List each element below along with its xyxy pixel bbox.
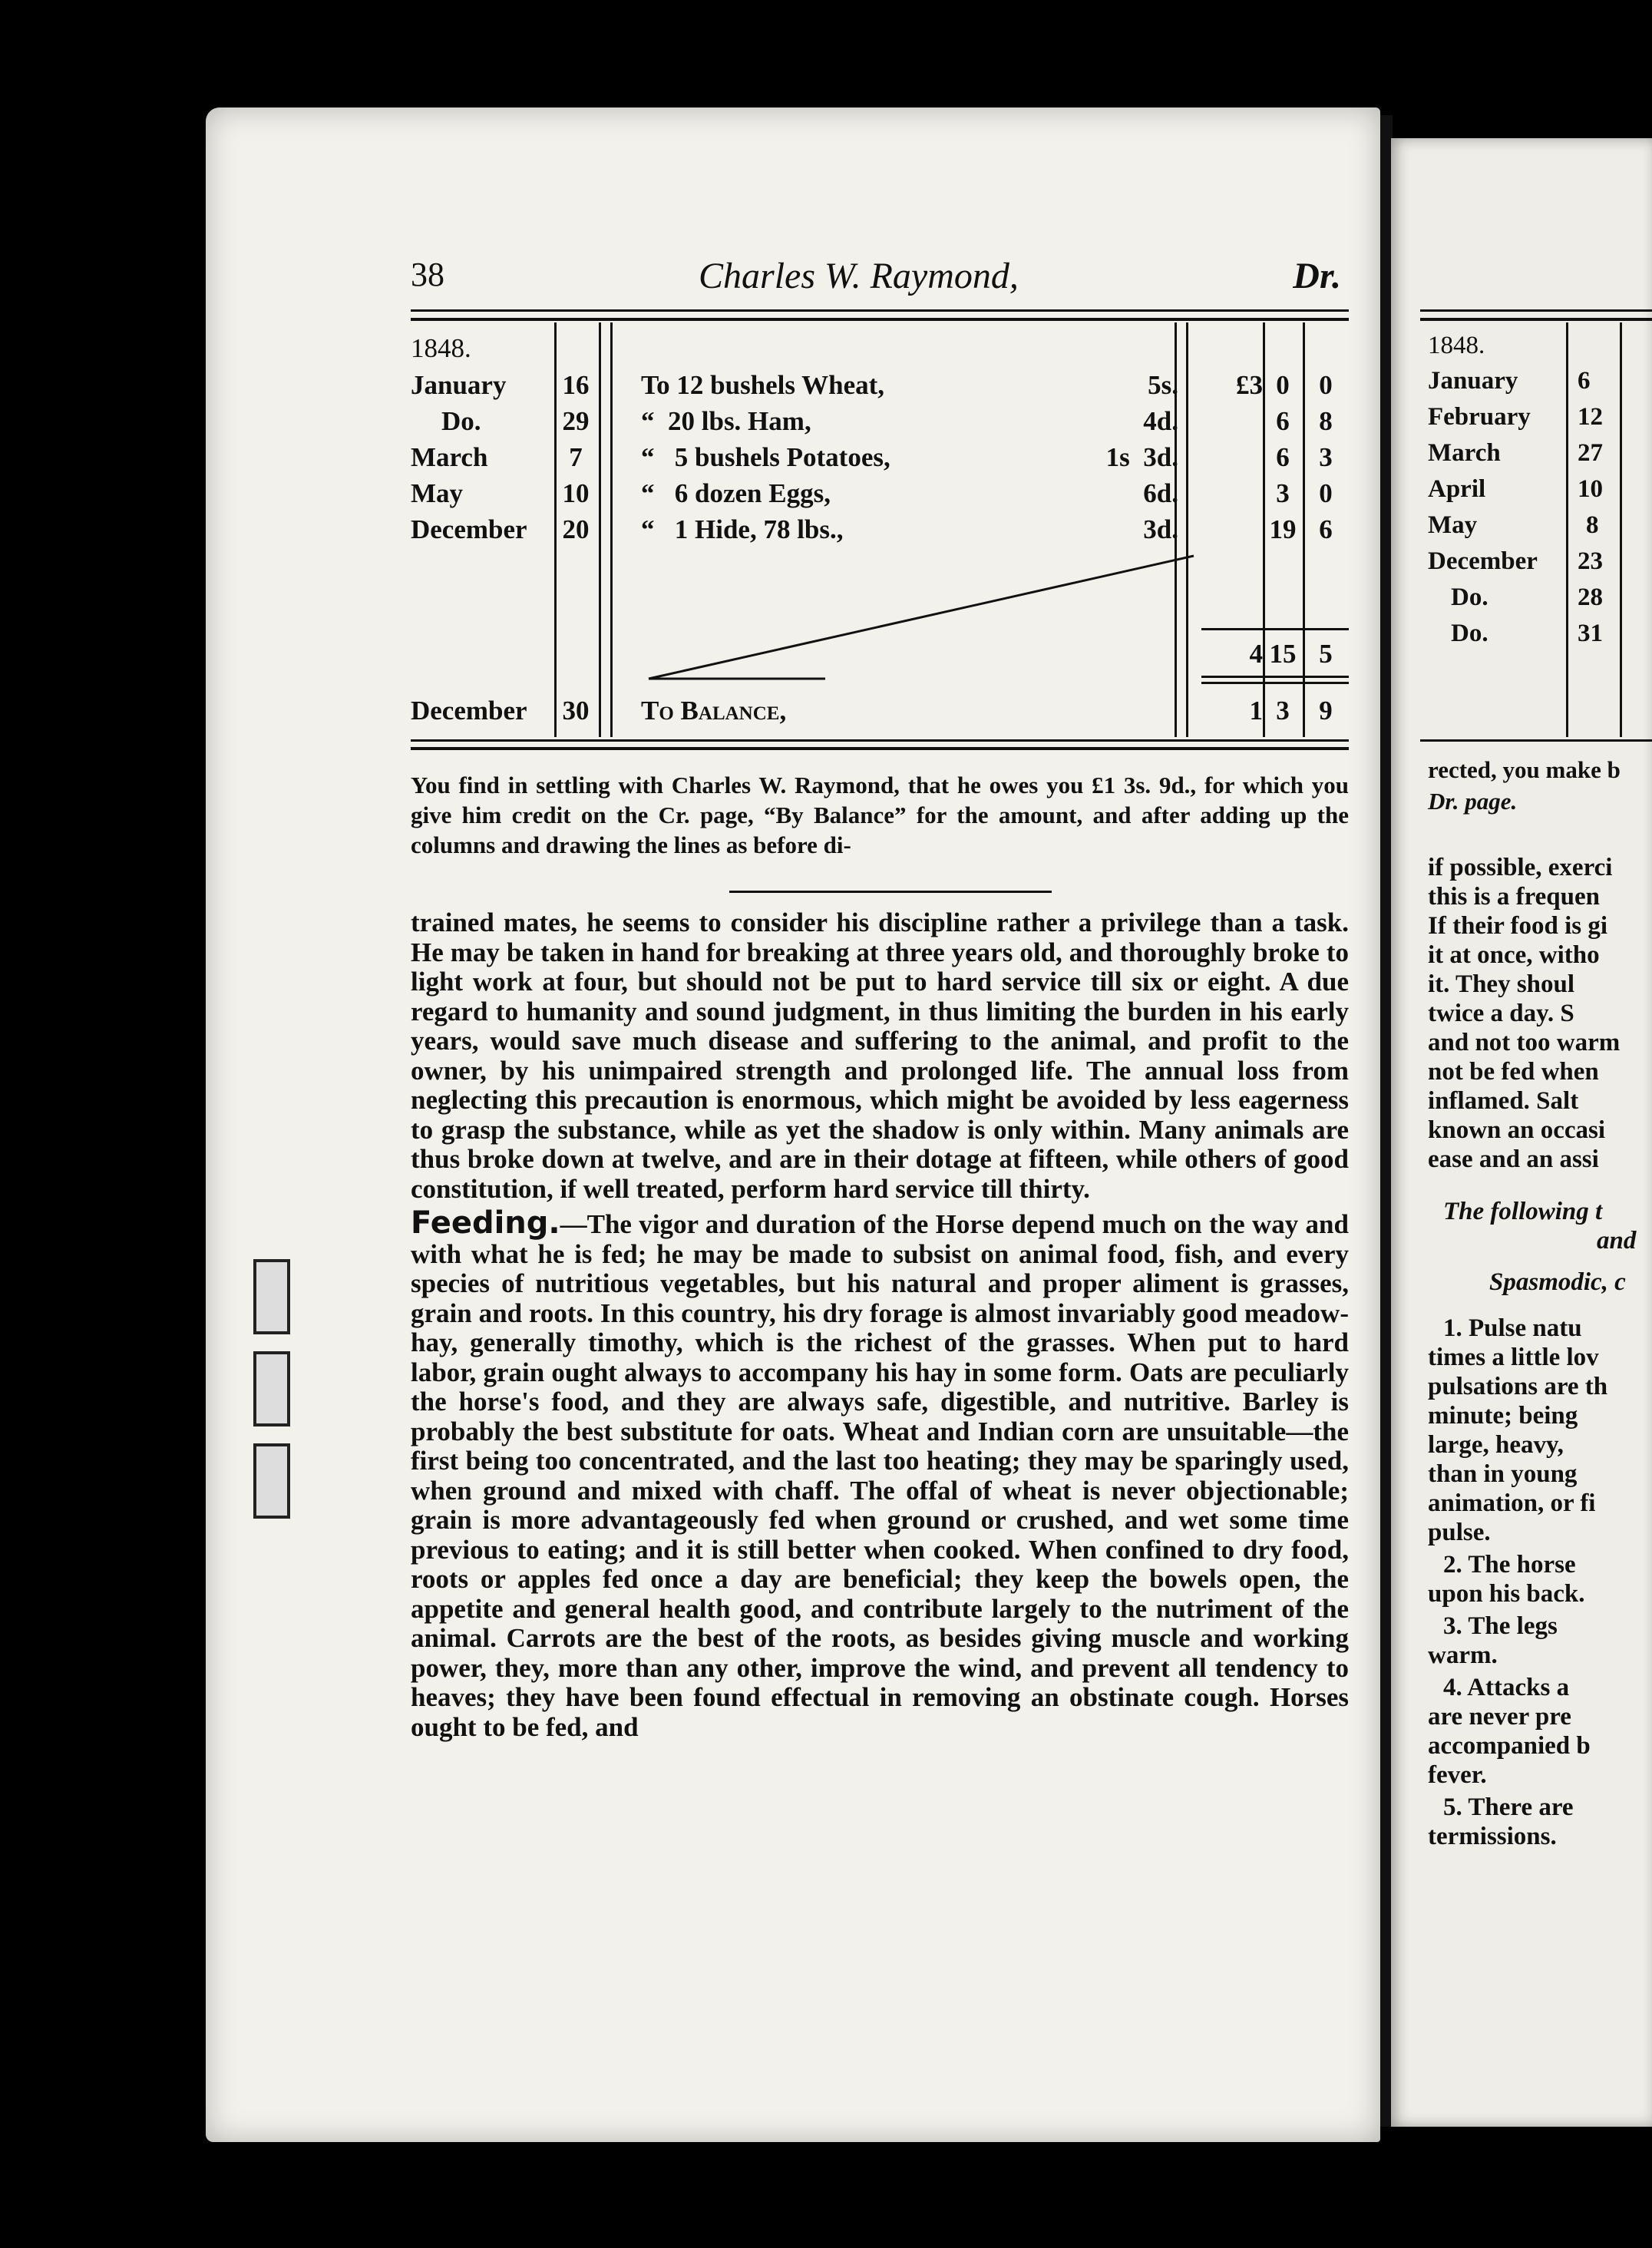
right-ledger-month: January xyxy=(1428,367,1518,395)
right-ledger-day: 6 xyxy=(1578,367,1591,395)
ledger-description: “ 6 dozen Eggs, xyxy=(641,478,831,508)
right-page-line: pulse. xyxy=(1428,1519,1491,1546)
right-ledger-month: February xyxy=(1428,403,1531,431)
ledger-day: 29 xyxy=(562,406,590,436)
right-page-line: fever. xyxy=(1428,1761,1487,1789)
ledger-day: 16 xyxy=(562,370,590,400)
right-ledger-month: December xyxy=(1428,547,1538,575)
body-text xyxy=(411,908,1349,1742)
balance-shillings: 3 xyxy=(1276,696,1290,726)
ledger-description: To 12 bushels Wheat, xyxy=(641,370,885,400)
ledger-pounds: £3 xyxy=(1236,370,1263,400)
ledger-shillings: 19 xyxy=(1269,514,1297,544)
ledger-row xyxy=(411,514,1349,550)
ledger-rate: 3d. xyxy=(1143,514,1178,544)
right-page-line: it at once, witho xyxy=(1428,941,1600,969)
ledger-shillings: 6 xyxy=(1276,442,1290,472)
ledger-row xyxy=(411,406,1349,441)
right-page-line: 4. Attacks a xyxy=(1443,1674,1570,1701)
right-page-line: large, heavy, xyxy=(1428,1431,1564,1459)
ledger-rate: 6d. xyxy=(1143,478,1178,508)
page-tab-mark xyxy=(253,1443,290,1519)
right-ledger-day: 12 xyxy=(1578,403,1603,431)
right-page-line: minute; being xyxy=(1428,1402,1578,1430)
ledger-row xyxy=(411,478,1349,514)
total-pounds: 4 xyxy=(1249,639,1263,669)
ledger-shillings: 6 xyxy=(1276,406,1290,436)
right-page-line: it. They shoul xyxy=(1428,970,1575,998)
right-header-rule xyxy=(1420,309,1652,312)
right-ledger-day: 8 xyxy=(1586,511,1599,539)
right-page-line: are never pre xyxy=(1428,1703,1571,1731)
ledger-month: March xyxy=(411,442,488,472)
right-page-line: inflamed. Salt xyxy=(1428,1087,1579,1115)
header-rule xyxy=(411,318,1349,321)
right-page-heading: The following t xyxy=(1443,1198,1603,1225)
right-ledger-year: 1848. xyxy=(1428,332,1485,359)
right-ledger-month: March xyxy=(1428,439,1501,467)
balance-pence: 9 xyxy=(1319,696,1333,726)
header-rule xyxy=(411,309,1349,312)
ledger-year: 1848. xyxy=(411,333,471,363)
ledger-pence: 0 xyxy=(1319,478,1333,508)
right-ledger-month: April xyxy=(1428,475,1486,503)
ledger-shillings: 0 xyxy=(1276,370,1290,400)
right-page-line: animation, or fi xyxy=(1428,1489,1596,1517)
ledger-row xyxy=(411,370,1349,405)
section-heading: Feeding. xyxy=(411,1205,560,1241)
right-page-line: and not too warm xyxy=(1428,1029,1621,1056)
right-ledger-line xyxy=(1620,322,1622,737)
total-double-rule xyxy=(1201,676,1349,678)
right-ledger-day: 28 xyxy=(1578,583,1603,611)
right-page-line: 1. Pulse natu xyxy=(1443,1314,1582,1342)
right-ledger-month: May xyxy=(1428,511,1478,539)
ledger-rate: 1s 3d. xyxy=(1105,442,1178,472)
right-page-line: known an occasi xyxy=(1428,1116,1606,1144)
total-pence: 5 xyxy=(1319,639,1333,669)
right-header-rule xyxy=(1420,318,1652,321)
right-page-line: not be fed when xyxy=(1428,1058,1599,1086)
ledger-day: 30 xyxy=(562,696,590,726)
ledger-balance-row xyxy=(411,696,1349,731)
right-page-line: times a little lov xyxy=(1428,1344,1599,1371)
right-ledger-day: 31 xyxy=(1578,620,1603,647)
ledger-day: 10 xyxy=(562,478,590,508)
ledger-pence: 6 xyxy=(1319,514,1333,544)
debit-label: Dr. xyxy=(1293,256,1341,296)
ledger-month: Do. xyxy=(441,406,481,436)
right-page-line: If their food is gi xyxy=(1428,912,1608,940)
ledger-month: December xyxy=(411,514,527,544)
right-ledger-month: Do. xyxy=(1451,620,1488,647)
right-page-line: upon his back. xyxy=(1428,1580,1585,1608)
ledger-bottom-rule xyxy=(411,747,1349,750)
page-tab-mark xyxy=(253,1351,290,1426)
page-number: 38 xyxy=(411,256,444,293)
right-page-heading: and xyxy=(1597,1227,1637,1255)
ledger-year-row xyxy=(411,333,1349,369)
ledger-day: 20 xyxy=(562,514,590,544)
ledger-table xyxy=(411,333,1349,709)
right-page-line: Dr. page. xyxy=(1428,788,1518,815)
balance-pounds: 1 xyxy=(1249,696,1263,726)
ledger-month: May xyxy=(411,478,464,508)
ledger-month: January xyxy=(411,370,507,400)
right-page-line: termissions. xyxy=(1428,1823,1557,1850)
ledger-pence: 3 xyxy=(1319,442,1333,472)
right-page-subheading: Spasmodic, c xyxy=(1489,1268,1626,1296)
ledger-description: “ 1 Hide, 78 lbs., xyxy=(641,514,844,544)
running-title: Charles W. Raymond, xyxy=(699,256,1019,296)
total-double-rule xyxy=(1201,682,1349,684)
right-ledger-line xyxy=(1566,322,1568,737)
total-shillings: 15 xyxy=(1269,639,1297,669)
ledger-pence: 0 xyxy=(1319,370,1333,400)
ledger-month: December xyxy=(411,696,527,726)
ledger-description: “ 5 bushels Potatoes, xyxy=(641,442,890,472)
right-page-line: warm. xyxy=(1428,1641,1498,1669)
ledger-day: 7 xyxy=(569,442,583,472)
ledger-rate: 4d. xyxy=(1143,406,1178,436)
ledger-balance xyxy=(411,696,1349,734)
right-page-line: twice a day. S xyxy=(1428,1000,1574,1027)
right-page-line: accompanied b xyxy=(1428,1732,1591,1760)
ledger-bottom-rule xyxy=(411,739,1349,742)
right-ledger-day: 23 xyxy=(1578,547,1603,575)
paragraph-text: —The vigor and duration of the Horse depend much on the way and with what he is fed; he may be made to subsist on animal food, fish, and every species of nutritious vegetables, but his natural and proper aliment is grasses, grain and roots. In this country, his dry forage is almost invariably good meadow-hay, generally timothy, which is the richest of the grasses. When put to hard labor, grain ought always to accompany his hay in some form. Oats are peculiarly the horse's food, and they are always safe, digestible, and nutritive. Barley is probably the best substitute for oats. Wheat and Indian corn are unsuitable—the first being too concentrated, and the last too heating; they may be sparingly used, when ground and mixed with chaff. The offal of wheat is never objectionable; grain is more advantageously fed when ground or crushed, and wet some time previous to eating; and it is still better when cooked. When confined to dry food, roots or apples fed once a day are beneficial; they keep the bowels open, the appetite and general health good, and contribute largely to the nutriment of the animal. Carrots are the best of the roots, as besides giving muscle and working power, they, more than any other, improve the wind, and prevent all tendency to heaves; they have been found effectual in removing an obstinate cough. Horses ought to be fed, and xyxy=(411,1209,1349,1742)
paragraph xyxy=(411,1205,1349,1742)
right-page-line: this is a frequen xyxy=(1428,883,1601,911)
right-page-line: rected, you make b xyxy=(1428,756,1621,783)
page-header xyxy=(411,255,1349,301)
right-ledger-month: Do. xyxy=(1451,583,1488,611)
right-page-line: 3. The legs xyxy=(1443,1612,1558,1640)
right-page-line: if possible, exerci xyxy=(1428,854,1613,881)
total-rule xyxy=(1201,628,1349,630)
right-ledger-bottom-rule xyxy=(1420,739,1652,742)
ledger-row xyxy=(411,442,1349,478)
ledger-total-row xyxy=(411,639,1349,674)
right-ledger-day: 10 xyxy=(1578,475,1603,503)
ledger-pence: 8 xyxy=(1319,406,1333,436)
ledger-note: You find in settling with Charles W. Raymond, that he owes you £1 3s. 9d., for which you give him credit on the Cr. page, “By Balance” for the amount, and after adding up the columns and drawing the lines as before di- xyxy=(411,772,1349,858)
page-tab-mark xyxy=(253,1259,290,1334)
ledger-shillings: 3 xyxy=(1276,478,1290,508)
ledger-rate: 5s. xyxy=(1148,370,1178,400)
section-divider xyxy=(729,891,1052,893)
right-ledger-day: 27 xyxy=(1578,439,1603,467)
right-page-line: 2. The horse xyxy=(1443,1551,1576,1579)
balance-description: To Balance, xyxy=(641,696,787,726)
right-page-line: than in young xyxy=(1428,1460,1578,1488)
paragraph: trained mates, he seems to consider his discipline rather a privilege than a task. He may be taken in hand for breaking at three years old, and thoroughly broke to light work at four, but should not be put to hard service till six or eight. A due regard to humanity and sound judgment, in thus limiting the burden in his early years, would save much disease and suffering to the animal, and profit to the owner, by his unimpaired strength and prolonged life. The annual loss from neglecting this precaution is enormous, which might be avoided by less eagerness to grasp the substance, while as yet the shadow is only within. Many animals are thus broke down at twelve, and are in their dotage at fifteen, while others of good constitution, if well treated, perform hard service till thirty. xyxy=(411,907,1349,1204)
right-page-line: 5. There are xyxy=(1443,1793,1574,1821)
right-page-line: ease and an assi xyxy=(1428,1145,1599,1173)
ledger-description: “ 20 lbs. Ham, xyxy=(641,406,811,436)
right-page-line: pulsations are th xyxy=(1428,1373,1608,1400)
